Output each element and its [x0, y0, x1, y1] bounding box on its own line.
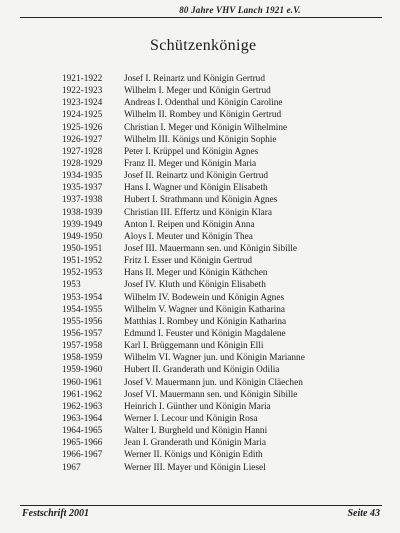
king-and-queen-names: Christian I. Meger und Königin Wilhelmine — [124, 122, 288, 133]
list-item — [62, 170, 392, 182]
king-and-queen-names: Peter I. Krüppel und Königin Agnes — [124, 146, 259, 157]
king-and-queen-names: Matthias I. Rombey und Königin Katharina — [124, 316, 287, 327]
king-and-queen-names: Wilhelm II. Rombey und Königin Gertrud — [124, 110, 282, 121]
king-and-queen-names: Josef II. Reinartz und Königin Gertrud — [124, 171, 269, 182]
king-and-queen-names: Anton I. Reipen und Königin Anna — [124, 219, 255, 230]
reign-years: 1956-1957 — [62, 328, 103, 339]
list-item — [62, 146, 392, 158]
reign-years: 1949-1950 — [62, 231, 103, 242]
king-and-queen-names: Karl I. Brüggemann und Königin Elli — [124, 341, 264, 352]
reign-years: 1926-1927 — [62, 134, 103, 145]
list-item — [62, 340, 392, 352]
list-item — [62, 389, 392, 401]
list-item — [62, 182, 392, 194]
king-and-queen-names: Edmund I. Feuster und Königin Magdalene — [124, 328, 286, 339]
reign-years: 1939-1949 — [62, 219, 103, 230]
reign-years: 1961-1962 — [62, 389, 103, 400]
list-item — [62, 425, 392, 437]
king-and-queen-names: Josef VI. Mauermann sen. und Königin Sibille — [124, 389, 298, 400]
reign-years: 1922-1923 — [62, 86, 103, 97]
list-item — [62, 207, 392, 219]
reign-years: 1958-1959 — [62, 353, 103, 364]
reign-years: 1925-1926 — [62, 122, 103, 133]
king-and-queen-names: Hans II. Meger und Königin Käthchen — [124, 268, 268, 279]
list-item — [62, 73, 392, 85]
reign-years: 1966-1967 — [62, 450, 103, 461]
reign-years: 1957-1958 — [62, 341, 103, 352]
reign-years: 1938-1939 — [62, 207, 103, 218]
list-item — [62, 243, 392, 255]
page-title: Schützenkönige — [150, 37, 257, 54]
list-item — [62, 279, 392, 291]
list-item — [62, 97, 392, 109]
list-item — [62, 122, 392, 134]
king-and-queen-names: Aloys I. Meuter und Königin Thea — [124, 231, 253, 242]
king-and-queen-names: Hubert II. Granderath und Königin Odilia — [124, 365, 280, 376]
running-header: 80 Jahre VHV Lanch 1921 e.V. — [179, 5, 301, 15]
list-item — [62, 134, 392, 146]
list-item — [62, 437, 392, 449]
header-rule — [20, 17, 382, 18]
king-and-queen-names: Josef IV. Kluth und Königin Elisabeth — [124, 280, 266, 291]
list-item — [62, 194, 392, 206]
king-and-queen-names: Hubert I. Strathmann und Königin Agnes — [124, 195, 278, 206]
reign-years: 1927-1928 — [62, 146, 103, 157]
reign-years: 1937-1938 — [62, 195, 103, 206]
king-and-queen-names: Hans I. Wagner und Königin Elisabeth — [124, 183, 268, 194]
list-item — [62, 316, 392, 328]
list-item — [62, 255, 392, 267]
footer-rule — [20, 505, 382, 506]
reign-years: 1923-1924 — [62, 98, 103, 109]
reign-years: 1951-1952 — [62, 256, 103, 267]
king-and-queen-names: Josef III. Mauermann sen. und Königin Sibille — [124, 243, 297, 254]
list-item — [62, 449, 392, 461]
king-and-queen-names: Josef V. Mauermann jun. und Königin Cläechen — [124, 377, 303, 388]
king-and-queen-names: Walter I. Burgheld und Königin Hanni — [124, 426, 268, 437]
reign-years: 1965-1966 — [62, 438, 103, 449]
reign-years: 1950-1951 — [62, 243, 103, 254]
reign-years: 1953 — [62, 280, 81, 291]
list-item — [62, 219, 392, 231]
king-and-queen-names: Christian III. Effertz und Königin Klara — [124, 207, 273, 218]
list-item — [62, 462, 392, 474]
reign-years: 1960-1961 — [62, 377, 103, 388]
kings-list — [62, 73, 392, 474]
king-and-queen-names: Werner III. Mayer und Königin Liesel — [124, 462, 266, 473]
list-item — [62, 352, 392, 364]
reign-years: 1962-1963 — [62, 401, 103, 412]
list-item — [62, 231, 392, 243]
king-and-queen-names: Franz II. Meger und Königin Maria — [124, 158, 257, 169]
list-item — [62, 328, 392, 340]
list-item — [62, 109, 392, 121]
list-item — [62, 377, 392, 389]
list-item — [62, 413, 392, 425]
reign-years: 1963-1964 — [62, 413, 103, 424]
reign-years: 1964-1965 — [62, 426, 103, 437]
king-and-queen-names: Jean I. Granderath und Königin Maria — [124, 438, 266, 449]
reign-years: 1959-1960 — [62, 365, 103, 376]
reign-years: 1953-1954 — [62, 292, 103, 303]
king-and-queen-names: Wilhelm V. Wagner und Königin Katharina — [124, 304, 286, 315]
list-item — [62, 85, 392, 97]
reign-years: 1952-1953 — [62, 268, 103, 279]
king-and-queen-names: Josef I. Reinartz und Königin Gertrud — [124, 74, 265, 84]
king-and-queen-names: Wilhelm III. Königs und Königin Sophie — [124, 134, 277, 145]
king-and-queen-names: Wilhelm IV. Bodewein und Königin Agnes — [124, 292, 285, 303]
footer-publication: Festschrift 2001 — [22, 508, 89, 519]
reign-years: 1967 — [62, 462, 81, 473]
list-item — [62, 364, 392, 376]
king-and-queen-names: Wilhelm I. Meger und Königin Gertrud — [124, 86, 271, 97]
list-item — [62, 401, 392, 413]
king-and-queen-names: Heinrich I. Günther und Königin Maria — [124, 401, 271, 412]
list-item — [62, 292, 392, 304]
king-and-queen-names: Werner II. Königs und Königin Edith — [124, 450, 263, 461]
reign-years: 1924-1925 — [62, 110, 103, 121]
footer-page-number: Seite 43 — [347, 508, 380, 519]
reign-years: 1935-1937 — [62, 183, 103, 194]
king-and-queen-names: Andreas I. Odenthal und Königin Caroline — [124, 98, 283, 109]
reign-years: 1921-1922 — [62, 74, 103, 84]
reign-years: 1955-1956 — [62, 316, 103, 327]
king-and-queen-names: Wilhelm VI. Wagner jun. und Königin Marianne — [124, 353, 305, 364]
list-item — [62, 304, 392, 316]
king-and-queen-names: Werner I. Lecour und Königin Rosa — [124, 413, 258, 424]
reign-years: 1928-1929 — [62, 158, 103, 169]
list-item — [62, 267, 392, 279]
reign-years: 1934-1935 — [62, 171, 103, 182]
king-and-queen-names: Fritz I. Esser und Königin Gertrud — [124, 256, 253, 267]
list-item — [62, 158, 392, 170]
reign-years: 1954-1955 — [62, 304, 103, 315]
